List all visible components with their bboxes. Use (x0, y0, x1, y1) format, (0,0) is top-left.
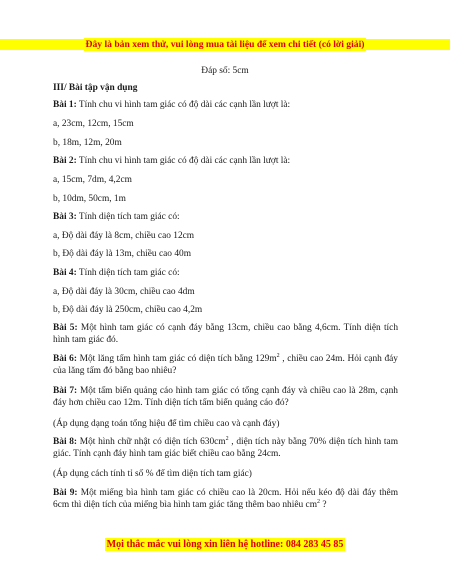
problem-8-note: (Áp dụng cách tính tỉ số % để tìm diện tích tam giác) (53, 469, 252, 479)
problem-2-item-a: a, 15cm, 7dm, 4,2cm (53, 175, 132, 185)
problem-3-item-b: b, Độ dài đáy là 13m, chiều cao 40m (53, 249, 191, 259)
section-title-text: III/ Bài tập vận dụng (53, 83, 138, 93)
problem-6-label: Bài 6: (53, 354, 77, 364)
problem-6-superscript: 2 (276, 353, 280, 359)
problem-9 (53, 487, 398, 511)
problem-8-label: Bài 8: (53, 437, 78, 447)
problem-3 (53, 211, 398, 223)
problem-9-label: Bài 9: (53, 488, 78, 498)
problem-7-label: Bài 7: (53, 386, 78, 396)
problem-1-item-a: a, 23cm, 12cm, 15cm (53, 119, 134, 129)
problem-1-label: Bài 1: (53, 100, 77, 110)
hotline-notice-banner (0, 539, 450, 550)
problem-3-text: Tính diện tích tam giác có: (76, 212, 180, 222)
problem-6-text-a: Một lăng tấm hình tam giác có diện tích bằng 129m (76, 354, 277, 364)
problem-5-label: Bài 5: (53, 323, 78, 333)
problem-7-note: (Áp dụng dạng toán tổng hiệu để tìm chiều cao và cạnh đáy) (53, 419, 280, 429)
problem-2-text: Tính chu vi hình tam giác có độ dài các cạnh lần lượt là: (76, 156, 291, 166)
problem-8-superscript: 2 (225, 436, 229, 442)
problem-8 (53, 436, 398, 460)
hotline-notice-text: Mọi thắc mắc vui lòng xin liên hệ hotline: 084 283 45 85 (106, 539, 344, 550)
problem-6-text-b: , chiều cao 24m. Hỏi cạnh đáy của lăng tấm đó bằng bao nhiêu? (53, 354, 398, 376)
problem-3-label: Bài 3: (53, 212, 77, 222)
problem-8-text-b: , diện tích này bằng 70% diện tích hình tam giác. Tính cạnh đáy hình tam giác biết chiều cao bằng 24cm. (53, 437, 398, 459)
problem-9-text-b: ? (320, 500, 327, 510)
problem-1-item-b: b, 18m, 12m, 20m (53, 138, 122, 148)
problem-7 (53, 385, 398, 409)
problem-1-text: Tính chu vi hình tam giác có độ dài các cạnh lần lượt là: (76, 100, 291, 110)
problem-1 (53, 99, 398, 111)
problem-5 (53, 322, 398, 346)
preview-notice-text: Đây là bản xem thử, vui lòng mua tài liệu để xem chi tiết (có lời giải) (85, 39, 365, 50)
problem-4-item-b: b, Độ dài đáy là 250cm, chiều cao 4,2m (53, 305, 203, 315)
problem-9-superscript: 2 (317, 499, 320, 505)
problem-9-text-a: Một miếng bìa hình tam giác có chiều cao là 20cm. Hỏi nếu kéo độ dài đáy thêm 6cm thì diện tích của miếng bìa hình tam giác tăng thêm bao nhiêu cm (53, 488, 398, 510)
problem-8-text-a: Một hình chữ nhật có diện tích 630cm (77, 437, 226, 447)
problem-7-text: Một tấm biển quảng cáo hình tam giác có tổng cạnh đáy và chiều cao là 28m, cạnh đáy hơn chiều cao 12m. Tính diện tích tấm biển quảng cáo đó? (53, 386, 398, 408)
problem-2-label: Bài 2: (53, 156, 77, 166)
problem-4 (53, 267, 398, 279)
problem-2-item-b: b, 10dm, 50cm, 1m (53, 194, 126, 204)
problem-4-label: Bài 4: (53, 268, 77, 278)
problem-3-item-a: a, Độ dài đáy là 8cm, chiều cao 12cm (53, 231, 195, 241)
preview-notice-banner (0, 39, 450, 50)
problem-4-item-a: a, Độ dài đáy là 30cm, chiều cao 4dm (53, 287, 195, 297)
problem-4-text: Tính diện tích tam giác có: (76, 268, 180, 278)
problem-6 (53, 353, 398, 377)
section-title (53, 82, 398, 94)
answer-line: Đáp số: 5cm (201, 66, 249, 76)
problem-5-text: Một hình tam giác có cạnh đáy bằng 13cm, chiều cao bằng 4,6cm. Tính diện tích hình tam giác đó. (53, 323, 399, 345)
problem-2 (53, 155, 398, 167)
